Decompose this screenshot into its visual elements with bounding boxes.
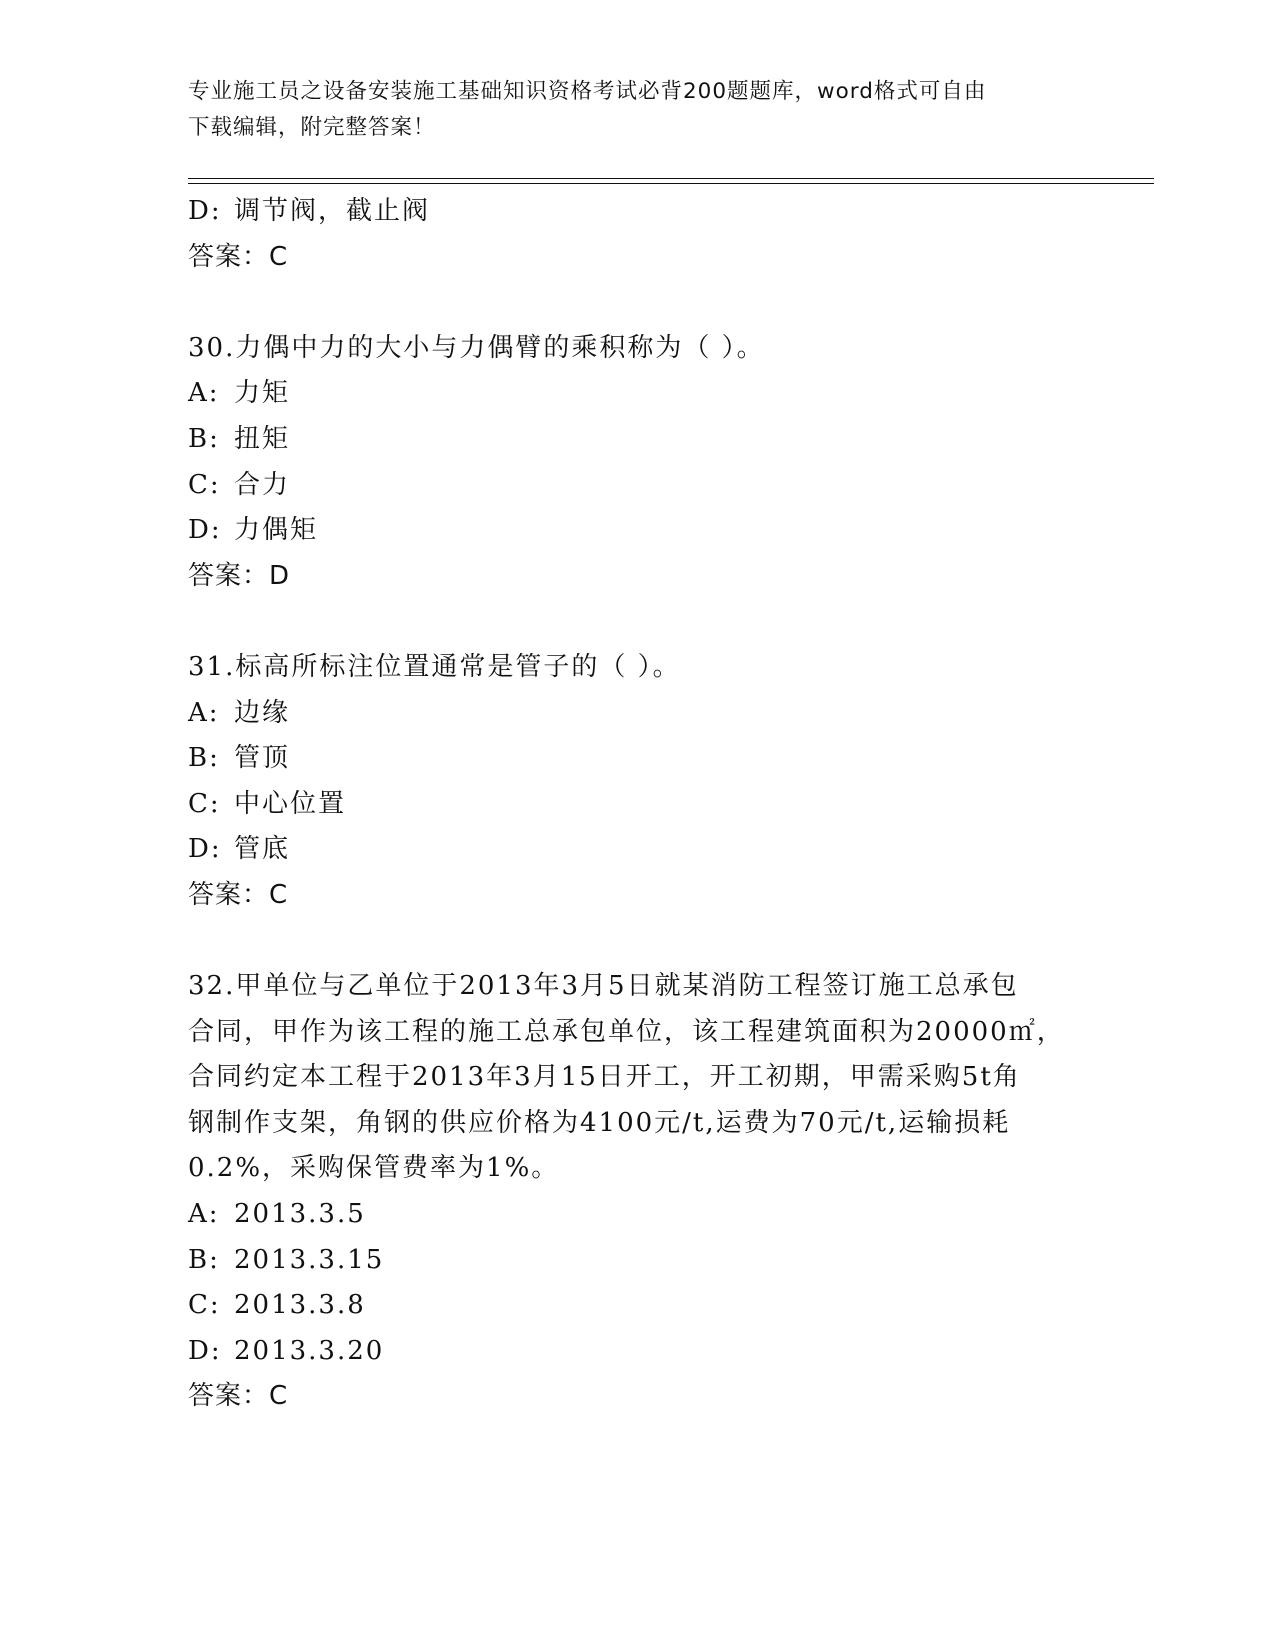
option-text: 2013.3.15 [234,1244,385,1275]
header-divider-top [188,178,1154,179]
option-row [188,691,1088,737]
header-line-1: 专业施工员之设备安装施工基础知识资格考试必背200题题库，word格式可自由 [188,79,987,104]
option-text: 调节阀，截止阀 [234,196,431,226]
option-row [188,371,1088,417]
option-text: 2013.3.5 [234,1199,366,1230]
option-row [188,417,1088,463]
option-letter: D: [188,196,222,226]
option-letter: C: [188,788,221,819]
spacer [188,280,1088,326]
option-letter: A: [188,1199,220,1230]
option-row [188,189,1088,235]
option-text: 2013.3.20 [234,1335,385,1366]
option-row [188,736,1088,782]
option-letter: B: [188,1244,220,1275]
option-text: 力矩 [234,378,291,409]
question-block [188,645,1088,919]
option-row [188,1238,1088,1284]
option-letter: C: [188,1290,221,1321]
option-text: 管底 [234,834,291,865]
answer-line: 答案：C [188,1381,289,1412]
question-stem-line: 0.2%，采购保管费率为1%。 [188,1153,560,1184]
answer-line: 答案：D [188,560,291,591]
option-row [188,782,1088,828]
question-block [188,326,1088,600]
option-text: 力偶矩 [234,515,319,546]
option-text: 2013.3.8 [234,1290,366,1321]
option-letter: B: [188,423,220,454]
option-letter: B: [188,743,220,774]
document-header [188,74,1068,146]
question-stem-line: 32.甲单位与乙单位于2013年3月5日就某消防工程签订施工总承包 [188,971,1019,1002]
spacer [188,599,1088,645]
question-stem-line: 合同约定本工程于2013年3月15日开工，开工初期，甲需采购5t角 [188,1062,1021,1093]
option-row [188,1283,1088,1329]
option-row [188,827,1088,873]
option-row [188,463,1088,509]
question-stem: 30.力偶中力的大小与力偶臂的乘积称为（ ）。 [188,332,765,363]
question-block [188,964,1088,1420]
question-stem: 31.标高所标注位置通常是管子的（ ）。 [188,651,681,682]
header-divider-bottom [188,183,1154,184]
option-letter: D: [188,1335,222,1366]
question-stem-line: 钢制作支架，角钢的供应价格为4100元/t,运费为70元/t,运输损耗 [188,1107,1011,1138]
option-text: 扭矩 [234,423,291,454]
option-letter: A: [188,697,220,728]
option-row [188,1329,1088,1375]
option-text: 管顶 [234,743,291,774]
option-letter: C: [188,469,221,500]
option-text: 中心位置 [234,788,347,819]
option-letter: A: [188,378,220,409]
header-line-2: 下载编辑，附完整答案！ [188,115,436,140]
document-body [188,189,1088,1420]
answer-line: 答案：C [188,879,289,910]
option-text: 合力 [234,469,291,500]
option-letter: D: [188,834,222,865]
option-text: 边缘 [234,697,291,728]
option-letter: D: [188,515,222,546]
answer-line: 答案：C [188,241,289,272]
option-row [188,1192,1088,1238]
question-stem-line: 合同，甲作为该工程的施工总承包单位，该工程建筑面积为20000㎡， [188,1016,1065,1047]
spacer [188,919,1088,965]
option-row [188,508,1088,554]
